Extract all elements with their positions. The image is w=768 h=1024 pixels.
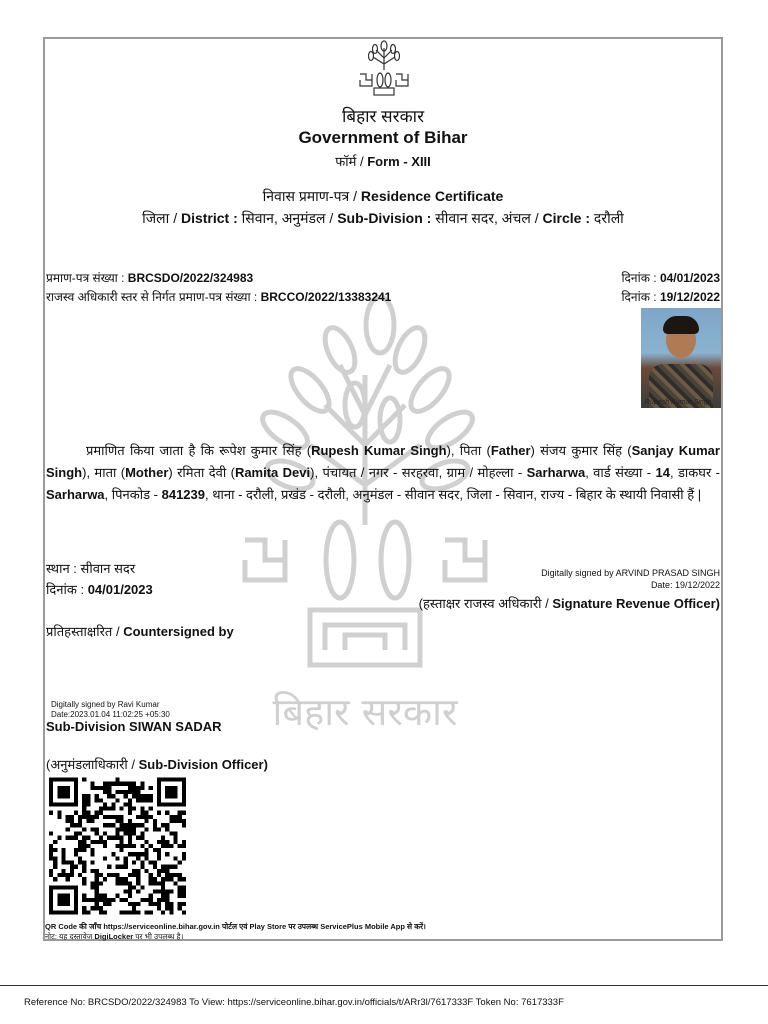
countersigned-line bbox=[46, 622, 234, 640]
form-prefix: फॉर्म / bbox=[335, 154, 364, 169]
place-value: सीवान सदर bbox=[80, 561, 136, 576]
mother-name: Ramita Devi bbox=[234, 465, 311, 480]
issue-date-line bbox=[46, 580, 153, 598]
certificate-number bbox=[46, 269, 253, 286]
revenue-date-label: दिनांक : bbox=[621, 290, 657, 304]
applicant-name: Rupesh Kumar Singh bbox=[311, 443, 447, 458]
body-text: ), पंचायत / नगर - सरहरवा, ग्राम / मोहल्ला - bbox=[310, 465, 527, 480]
body-text: , वार्ड संख्या - bbox=[585, 465, 656, 480]
portal-link[interactable]: https://serviceonline.bihar.gov.in bbox=[103, 922, 220, 931]
revenue-officer-role bbox=[419, 594, 720, 612]
cert-date-label: दिनांक : bbox=[621, 271, 657, 285]
sdo-sign-date: Date:2023.01.04 11:02:25 +05:30 bbox=[51, 710, 170, 719]
cert-title: Residence Certificate bbox=[360, 188, 504, 204]
photo-signature: Rupesh Kumar Singh bbox=[645, 399, 712, 406]
district-line bbox=[43, 209, 723, 228]
sdo-digital-signature bbox=[51, 700, 170, 720]
certificate-title-line bbox=[43, 187, 723, 206]
body-text: ), पिता ( bbox=[446, 443, 491, 458]
village-name: Sarharwa bbox=[526, 465, 586, 480]
ward-number: 14 bbox=[655, 465, 670, 480]
countersign-hindi: प्रतिहस्ताक्षरित / bbox=[46, 624, 120, 639]
subdivision-value: सीवान सदर, अंचल / bbox=[435, 210, 539, 226]
cert-date-value: 04/01/2023 bbox=[659, 271, 720, 285]
form-line bbox=[43, 152, 723, 170]
qr-code[interactable] bbox=[49, 776, 186, 916]
cert-number-label: प्रमाण-पत्र संख्या : bbox=[46, 271, 125, 285]
circle-label: Circle : bbox=[542, 210, 591, 226]
sdo-signer: Digitally signed by Ravi Kumar bbox=[51, 700, 160, 709]
district-value: सिवान, अनुमंडल / bbox=[241, 210, 334, 226]
district-prefix: जिला / bbox=[142, 210, 178, 226]
title-hindi: बिहार सरकार bbox=[341, 107, 425, 126]
place-line bbox=[46, 559, 135, 577]
cert-number-value: BRCSDO/2022/324983 bbox=[127, 271, 254, 285]
body-text: , पिनकोड - bbox=[104, 487, 162, 502]
body-text: ) संजय कुमार सिंह ( bbox=[530, 443, 632, 458]
bihar-watermark-emblem bbox=[230, 295, 500, 745]
revenue-cert-number bbox=[46, 288, 391, 305]
body-text: प्रमाणित किया जाता है कि रूपेश कुमार सिंह ( bbox=[86, 443, 312, 458]
certificate-body bbox=[46, 440, 720, 506]
countersign-english: Countersigned bbox=[123, 624, 215, 639]
sdo-role-english: Sub-Division Officer) bbox=[138, 757, 268, 772]
revenue-number-value: BRCCO/2022/13383241 bbox=[260, 290, 392, 304]
revenue-date-value: 19/12/2022 bbox=[659, 290, 720, 304]
applicant-photo bbox=[641, 308, 721, 408]
father-name: Sanjay Kumar Singh bbox=[46, 443, 720, 480]
countersign-by: by bbox=[218, 624, 234, 639]
body-text: , डाकघर - bbox=[669, 465, 720, 480]
role-english: Signature Revenue Officer) bbox=[552, 596, 720, 611]
role-hindi: (हस्ताक्षर राजस्व अधिकारी / bbox=[418, 596, 549, 611]
qr-note-line1: QR Code की जाँच https://serviceonline.bihar.gov.in पोर्टल एवं Play Store पर उपलब्ध ServicePlus Mobile App से करें। bbox=[45, 922, 426, 931]
district-label: District : bbox=[180, 210, 238, 226]
bihar-emblem-icon bbox=[356, 40, 412, 96]
sdo-role bbox=[46, 755, 268, 773]
form-label: Form - XIII bbox=[367, 154, 431, 169]
subdivision-label: Sub-Division : bbox=[337, 210, 432, 226]
title-english: Government of Bihar bbox=[298, 128, 468, 147]
post-office: Sarharwa bbox=[46, 487, 105, 502]
sdo-role-hindi: (अनुमंडलाधिकारी / bbox=[46, 757, 136, 772]
revenue-digital-signature bbox=[541, 568, 720, 590]
revenue-sign-date: Date: 19/12/2022 bbox=[650, 580, 720, 590]
certificate-date bbox=[621, 269, 720, 286]
body-text: ) रमिता देवी ( bbox=[168, 465, 235, 480]
revenue-number-label: राजस्व अधिकारी स्तर से निर्गत प्रमाण-पत्र संख्या : bbox=[46, 290, 258, 304]
revenue-signer: Digitally signed by ARVIND PRASAD SINGH bbox=[541, 568, 720, 578]
circle-value: दरौली bbox=[593, 210, 624, 226]
sdo-office: Sub-Division SIWAN SADAR bbox=[46, 719, 222, 734]
qr-note-line2: नोट: यह दस्तावेज DigiLocker पर भी उपलब्ध है। bbox=[45, 932, 184, 941]
footer-reference[interactable]: Reference No: BRCSDO/2022/324983 To View: https://serviceonline.bihar.gov.in/officials/t/ARr3l/7617333F Token No: 7617333F bbox=[24, 997, 564, 1008]
body-text: Father bbox=[490, 443, 531, 458]
place-label: स्थान : bbox=[46, 561, 77, 576]
footer-divider bbox=[0, 985, 768, 986]
cert-prefix: निवास प्रमाण-पत्र / bbox=[262, 188, 358, 204]
revenue-cert-date bbox=[621, 288, 720, 305]
body-text: , थाना - दरौली, प्रखंड - दरौली, अनुमंडल - सीवान सदर, जिला - सिवान, राज्य - बिहार के स्थायी निवासी हैं | bbox=[205, 487, 702, 502]
body-text: Mother bbox=[125, 465, 169, 480]
watermark-text: बिहार सरकार bbox=[272, 690, 458, 734]
qr-note bbox=[45, 922, 426, 942]
pincode: 841239 bbox=[161, 487, 205, 502]
issue-date-value: 04/01/2023 bbox=[87, 582, 153, 597]
body-text: ), माता ( bbox=[82, 465, 126, 480]
issue-date-label: दिनांक : bbox=[46, 582, 85, 597]
